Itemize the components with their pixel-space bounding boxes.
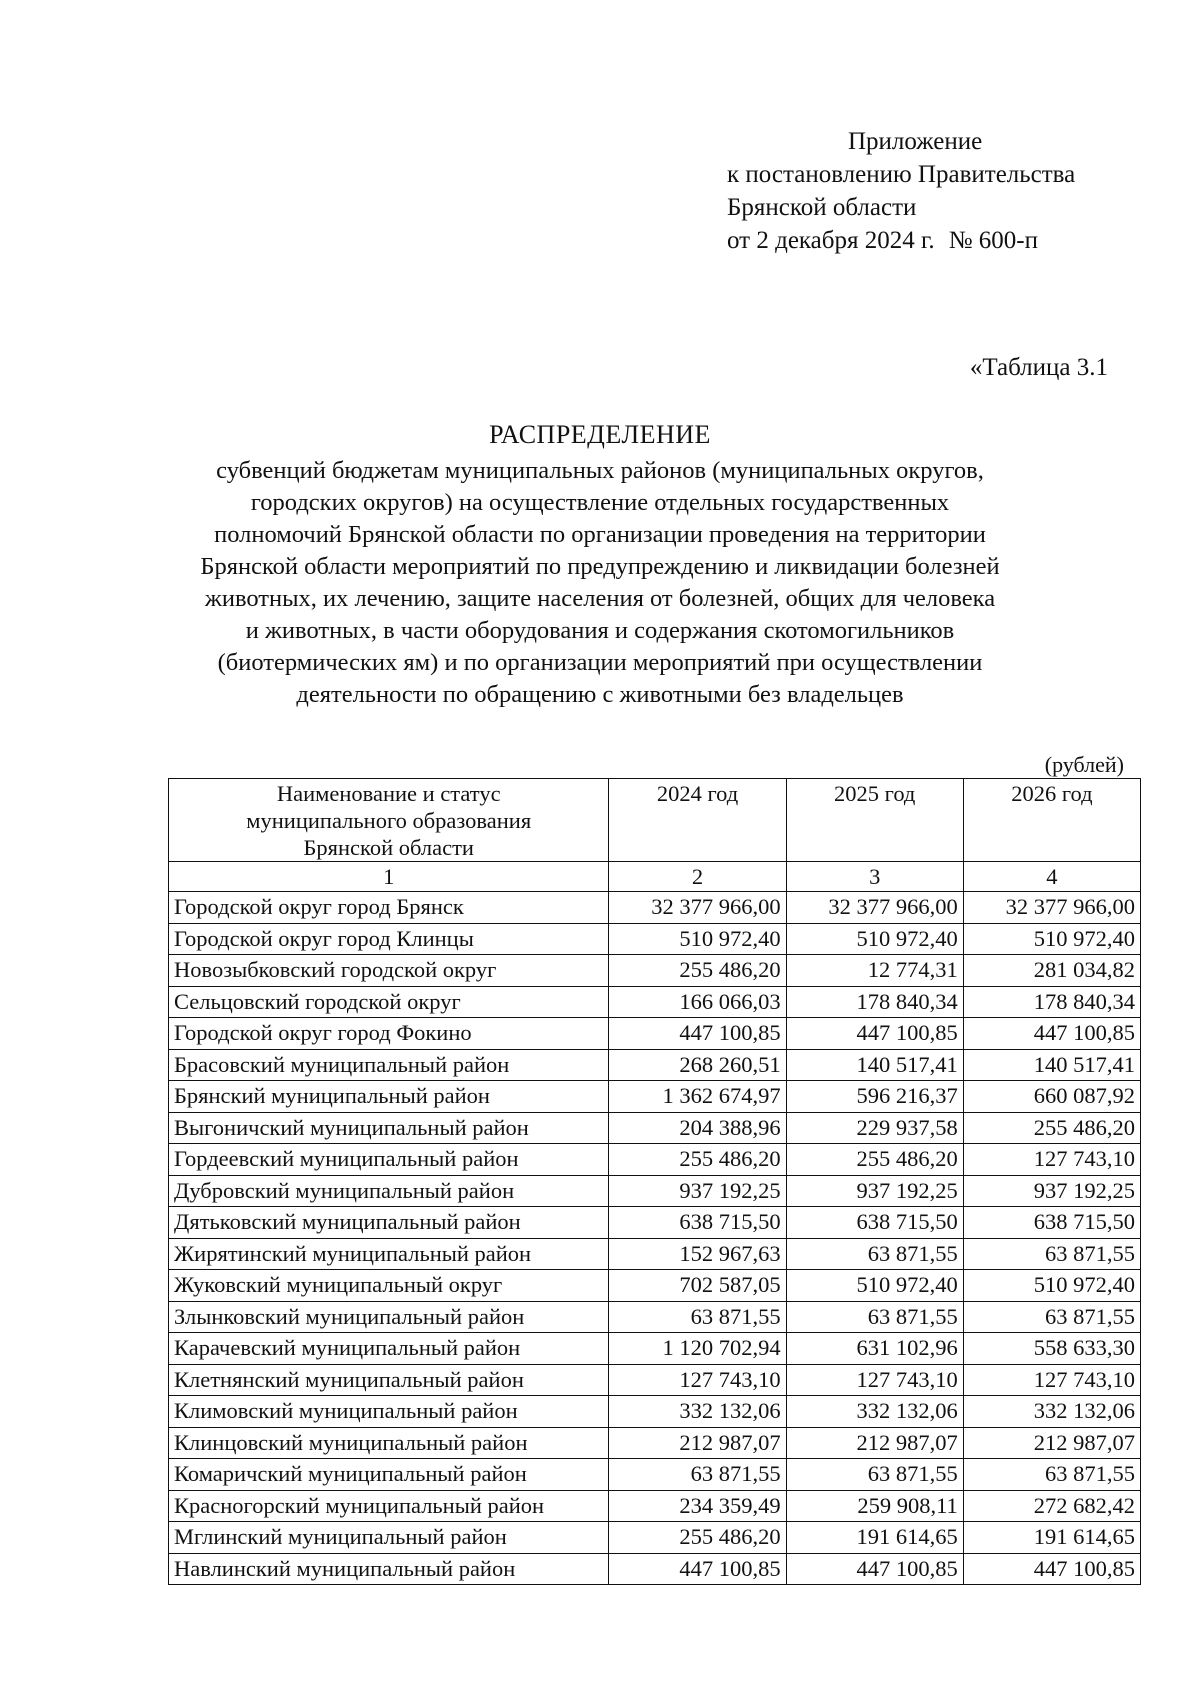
row-value-2026: 32 377 966,00	[963, 892, 1140, 924]
table-header-row	[169, 779, 1141, 862]
row-value-2026: 510 972,40	[963, 1270, 1140, 1302]
row-name-cell: Климовский муниципальный район	[169, 1396, 609, 1428]
table-row	[169, 1207, 1141, 1239]
column-number: 1	[169, 862, 609, 892]
table-row	[169, 1144, 1141, 1176]
row-value-2024: 332 132,06	[609, 1396, 786, 1428]
row-value-2026: 272 682,42	[963, 1490, 1140, 1522]
row-value-2026: 660 087,92	[963, 1081, 1140, 1113]
table-row	[169, 1459, 1141, 1491]
table-row	[169, 1333, 1141, 1365]
row-value-2024: 212 987,07	[609, 1427, 786, 1459]
row-name-cell: Дубровский муниципальный район	[169, 1175, 609, 1207]
row-value-2025: 447 100,85	[786, 1553, 963, 1585]
row-value-2024: 255 486,20	[609, 1522, 786, 1554]
row-value-2025: 191 614,65	[786, 1522, 963, 1554]
row-value-2024: 234 359,49	[609, 1490, 786, 1522]
table-row	[169, 986, 1141, 1018]
row-value-2025: 127 743,10	[786, 1364, 963, 1396]
row-value-2026: 937 192,25	[963, 1175, 1140, 1207]
table-row	[169, 1427, 1141, 1459]
row-value-2025: 631 102,96	[786, 1333, 963, 1365]
row-name-cell: Комаричский муниципальный район	[169, 1459, 609, 1491]
table-row	[169, 923, 1141, 955]
document-title: РАСПРЕДЕЛЕНИЕ	[489, 420, 711, 449]
row-value-2026: 255 486,20	[963, 1112, 1140, 1144]
table-row	[169, 1490, 1141, 1522]
row-value-2024: 937 192,25	[609, 1175, 786, 1207]
row-value-2024: 32 377 966,00	[609, 892, 786, 924]
column-number: 3	[786, 862, 963, 892]
row-value-2026: 63 871,55	[963, 1301, 1140, 1333]
appendix-block	[727, 125, 1075, 257]
table-row	[169, 1081, 1141, 1113]
table-row	[169, 1522, 1141, 1554]
table-row	[169, 1553, 1141, 1585]
row-value-2026: 127 743,10	[963, 1144, 1140, 1176]
row-value-2024: 255 486,20	[609, 955, 786, 987]
row-value-2024: 63 871,55	[609, 1459, 786, 1491]
header-name-cell	[169, 779, 609, 862]
row-value-2025: 63 871,55	[786, 1238, 963, 1270]
subtitle-line: и животных, в части оборудования и содержания скотомогильников	[245, 617, 955, 644]
row-value-2026: 638 715,50	[963, 1207, 1140, 1239]
row-value-2025: 510 972,40	[786, 923, 963, 955]
row-name-cell: Выгоничский муниципальный район	[169, 1112, 609, 1144]
row-value-2025: 510 972,40	[786, 1270, 963, 1302]
column-number: 2	[609, 862, 786, 892]
row-name-cell: Мглинский муниципальный район	[169, 1522, 609, 1554]
row-value-2026: 510 972,40	[963, 923, 1140, 955]
row-value-2025: 937 192,25	[786, 1175, 963, 1207]
row-name-cell: Брасовский муниципальный район	[169, 1049, 609, 1081]
row-value-2024: 152 967,63	[609, 1238, 786, 1270]
row-value-2026: 558 633,30	[963, 1333, 1140, 1365]
column-number: 4	[963, 862, 1140, 892]
row-value-2025: 259 908,11	[786, 1490, 963, 1522]
row-value-2025: 32 377 966,00	[786, 892, 963, 924]
row-name-cell: Городской округ город Клинцы	[169, 923, 609, 955]
row-value-2024: 255 486,20	[609, 1144, 786, 1176]
row-name-cell: Гордеевский муниципальный район	[169, 1144, 609, 1176]
column-number-row	[169, 862, 1141, 892]
row-value-2025: 178 840,34	[786, 986, 963, 1018]
appendix-line: к постановлению Правительства	[727, 161, 1076, 188]
table-row	[169, 1270, 1141, 1302]
appendix-date-line	[727, 224, 1075, 257]
header-name-line: муниципального образования	[246, 808, 532, 833]
row-value-2024: 447 100,85	[609, 1553, 786, 1585]
row-value-2026: 281 034,82	[963, 955, 1140, 987]
row-value-2026: 63 871,55	[963, 1459, 1140, 1491]
row-value-2024: 510 972,40	[609, 923, 786, 955]
header-year-2025: 2025 год	[786, 779, 963, 862]
row-value-2026: 212 987,07	[963, 1427, 1140, 1459]
row-value-2025: 212 987,07	[786, 1427, 963, 1459]
appendix-line: Брянской области	[727, 194, 917, 221]
row-value-2024: 1 362 674,97	[609, 1081, 786, 1113]
header-year-2026: 2026 год	[963, 779, 1140, 862]
row-name-cell: Карачевский муниципальный район	[169, 1333, 609, 1365]
distribution-table	[168, 778, 1141, 1585]
row-name-cell: Клинцовский муниципальный район	[169, 1427, 609, 1459]
row-value-2026: 332 132,06	[963, 1396, 1140, 1428]
row-name-cell: Клетнянский муниципальный район	[169, 1364, 609, 1396]
header-name-line: Наименование и статус	[276, 781, 501, 806]
row-name-cell: Злынковский муниципальный район	[169, 1301, 609, 1333]
row-value-2025: 332 132,06	[786, 1396, 963, 1428]
table-row	[169, 1364, 1141, 1396]
row-value-2025: 63 871,55	[786, 1301, 963, 1333]
subtitle-line: городских округов) на осуществление отдельных государственных	[250, 489, 950, 516]
row-name-cell: Городской округ город Брянск	[169, 892, 609, 924]
row-name-cell: Красногорский муниципальный район	[169, 1490, 609, 1522]
table-row	[169, 892, 1141, 924]
row-value-2025: 229 937,58	[786, 1112, 963, 1144]
row-value-2025: 447 100,85	[786, 1018, 963, 1050]
appendix-date: от 2 декабря 2024 г.	[727, 227, 935, 254]
row-name-cell: Городской округ город Фокино	[169, 1018, 609, 1050]
row-value-2025: 255 486,20	[786, 1144, 963, 1176]
row-value-2024: 638 715,50	[609, 1207, 786, 1239]
header-year-2024: 2024 год	[609, 779, 786, 862]
document-subtitle	[100, 455, 1100, 711]
header-name-line: Брянской области	[303, 835, 474, 860]
decree-number: № 600-п	[948, 227, 1038, 254]
unit-label: (рублей)	[1044, 752, 1124, 777]
subtitle-line: деятельности по обращению с животными без владельцев	[296, 681, 904, 708]
row-name-cell: Брянский муниципальный район	[169, 1081, 609, 1113]
row-value-2026: 447 100,85	[963, 1553, 1140, 1585]
subtitle-line: животных, их лечению, защите населения от болезней, общих для человека	[204, 585, 996, 612]
row-value-2026: 191 614,65	[963, 1522, 1140, 1554]
row-value-2025: 63 871,55	[786, 1459, 963, 1491]
row-value-2025: 12 774,31	[786, 955, 963, 987]
row-value-2024: 447 100,85	[609, 1018, 786, 1050]
table-row	[169, 1238, 1141, 1270]
row-value-2024: 166 066,03	[609, 986, 786, 1018]
table-row	[169, 1049, 1141, 1081]
row-name-cell: Навлинский муниципальный район	[169, 1553, 609, 1585]
table-row	[169, 955, 1141, 987]
subtitle-line: полномочий Брянской области по организации проведения на территории	[214, 521, 986, 548]
row-value-2025: 140 517,41	[786, 1049, 963, 1081]
row-value-2025: 638 715,50	[786, 1207, 963, 1239]
row-value-2026: 140 517,41	[963, 1049, 1140, 1081]
row-value-2024: 63 871,55	[609, 1301, 786, 1333]
appendix-line: Приложение	[848, 128, 983, 155]
row-name-cell: Жирятинский муниципальный район	[169, 1238, 609, 1270]
row-value-2026: 127 743,10	[963, 1364, 1140, 1396]
table-row	[169, 1396, 1141, 1428]
row-value-2024: 268 260,51	[609, 1049, 786, 1081]
row-value-2024: 204 388,96	[609, 1112, 786, 1144]
row-name-cell: Сельцовский городской округ	[169, 986, 609, 1018]
row-value-2024: 1 120 702,94	[609, 1333, 786, 1365]
row-value-2026: 178 840,34	[963, 986, 1140, 1018]
subtitle-line: Брянской области мероприятий по предупреждению и ликвидации болезней	[200, 553, 1000, 580]
table-row	[169, 1018, 1141, 1050]
row-name-cell: Дятьковский муниципальный район	[169, 1207, 609, 1239]
row-value-2026: 447 100,85	[963, 1018, 1140, 1050]
row-value-2026: 63 871,55	[963, 1238, 1140, 1270]
subtitle-line: субвенций бюджетам муниципальных районов (муниципальных округов,	[216, 457, 984, 484]
table-row	[169, 1301, 1141, 1333]
table-reference: «Таблица 3.1	[969, 354, 1108, 381]
table-row	[169, 1112, 1141, 1144]
subtitle-line: (биотермических ям) и по организации мероприятий при осуществлении	[217, 649, 983, 676]
row-name-cell: Новозыбковский городской округ	[169, 955, 609, 987]
row-value-2025: 596 216,37	[786, 1081, 963, 1113]
table-row	[169, 1175, 1141, 1207]
row-value-2024: 127 743,10	[609, 1364, 786, 1396]
row-value-2024: 702 587,05	[609, 1270, 786, 1302]
row-name-cell: Жуковский муниципальный округ	[169, 1270, 609, 1302]
